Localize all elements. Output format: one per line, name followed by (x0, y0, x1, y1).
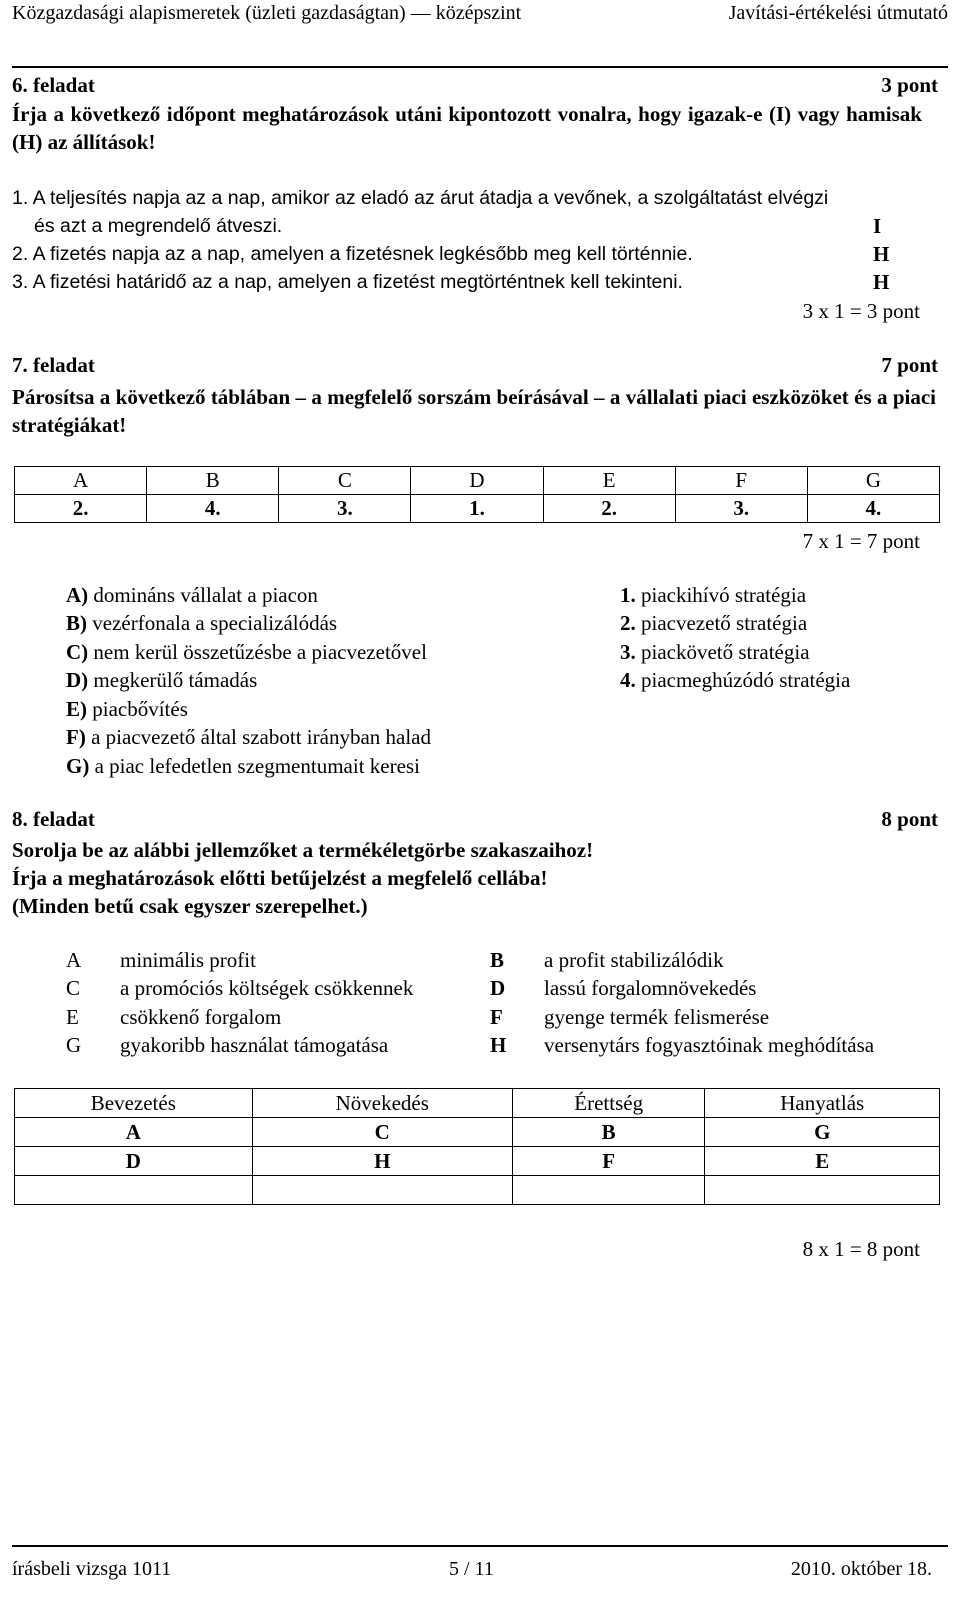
feature-key: C (66, 976, 81, 1001)
task7-left-list (66, 581, 431, 781)
item-text: a piac lefedetlen szegmentumait keresi (94, 753, 420, 778)
list-item (66, 724, 431, 753)
list-item (620, 610, 850, 639)
list-item (66, 1003, 874, 1032)
task6-answer-2: H (873, 242, 890, 266)
list-item (620, 581, 850, 610)
item-key: 4. (620, 668, 636, 693)
task7-points: 7 pont (881, 353, 938, 377)
item-key: A) (66, 582, 89, 607)
table-cell: C (252, 1118, 512, 1147)
stage-header: Érettség (512, 1089, 705, 1118)
item-text: megkerülő támadás (93, 668, 258, 693)
task8-instruction-1: Sorolja be az alábbi jellemzőket a termékéletgörbe szakaszaihoz! (12, 838, 594, 862)
task8-points: 8 pont (881, 807, 938, 831)
task7-col-header: E (543, 467, 675, 495)
item-text: piacvezető stratégia (641, 611, 808, 636)
item-key: D) (66, 668, 89, 693)
item-key: E) (66, 696, 87, 721)
feature-text: minimális profit (120, 947, 256, 972)
item-key: 3. (620, 639, 636, 664)
list-item (66, 581, 431, 610)
list-item (66, 638, 431, 667)
task7-col-header: B (147, 467, 279, 495)
table-row (15, 1118, 940, 1147)
task7-answer-row (15, 495, 940, 523)
table-cell: G (705, 1118, 940, 1147)
task7-answer-table (14, 466, 940, 523)
task7-answer-cell: 1. (411, 495, 543, 523)
task7-header-row (15, 467, 940, 495)
feature-key: H (490, 1033, 507, 1058)
stage-header: Növekedés (252, 1089, 512, 1118)
task8-title: 8. feladat (12, 807, 95, 831)
feature-key: E (66, 1004, 79, 1029)
header-guide: Javítási-értékelési útmutató (728, 2, 948, 24)
table-row (15, 1176, 940, 1205)
task8-instruction-2: Írja a meghatározások előtti betűjelzést a megfelelő cellába! (12, 866, 548, 890)
task6-item-3: 3. A fizetési határidő az a nap, amelyen a fizetést megtörténtnek kell tekinteni. (12, 271, 683, 293)
list-item (66, 946, 874, 975)
task7-answer-cell: 3. (675, 495, 807, 523)
list-item (620, 667, 850, 696)
task7-answer-cell: 2. (15, 495, 147, 523)
task7-answer-cell: 2. (543, 495, 675, 523)
feature-text: lassú forgalomnövekedés (544, 976, 757, 1001)
task7-col-header: G (807, 467, 939, 495)
feature-text: a promóciós költségek csökkennek (120, 976, 414, 1001)
task8-feature-list (66, 946, 874, 1060)
task7-answer-cell: 4. (147, 495, 279, 523)
list-item (66, 610, 431, 639)
item-text: nem kerül összetűzésbe a piacvezetővel (93, 639, 427, 664)
table-cell: E (705, 1147, 940, 1176)
feature-key: G (66, 1033, 82, 1058)
task7-col-header: A (15, 467, 147, 495)
task8-lifecycle-table (14, 1088, 940, 1205)
feature-key: F (490, 1004, 503, 1029)
item-text: vezérfonala a specializálódás (92, 611, 338, 636)
item-key: 2. (620, 611, 636, 636)
task8-instruction-3: (Minden betű csak egyszer szerepelhet.) (12, 894, 368, 918)
item-key: G) (66, 753, 90, 778)
task7-col-header: C (279, 467, 411, 495)
task6-answer-1: I (873, 214, 882, 238)
header-title: Közgazdasági alapismeretek (üzleti gazdaságtan) — középszint (12, 2, 522, 24)
table-row (15, 1147, 940, 1176)
task7-col-header: D (411, 467, 543, 495)
list-item (66, 752, 431, 781)
feature-key: A (66, 947, 82, 972)
task6-item-1-line1: 1. A teljesítés napja az a nap, amikor az eladó az árut átadja a vevőnek, a szolgáltatást elvégzi (12, 187, 829, 209)
feature-text: gyenge termék felismerése (544, 1004, 770, 1029)
item-key: C) (66, 639, 89, 664)
task7-score: 7 x 1 = 7 pont (802, 529, 920, 553)
task6-title: 6. feladat (12, 73, 95, 97)
item-text: piackihívó stratégia (641, 582, 807, 607)
page-header (12, 2, 948, 32)
table-cell: H (252, 1147, 512, 1176)
table-cell: A (15, 1118, 253, 1147)
table-cell (252, 1176, 512, 1205)
footer-rule (12, 1545, 948, 1547)
task7-answer-cell: 4. (807, 495, 939, 523)
list-item (66, 1032, 874, 1061)
task6-item-2: 2. A fizetés napja az a nap, amelyen a fizetésnek legkésőbb meg kell történnie. (12, 243, 693, 265)
table-cell: F (512, 1147, 705, 1176)
task7-title: 7. feladat (12, 353, 95, 377)
feature-key: D (490, 976, 506, 1001)
item-text: piackövető stratégia (641, 639, 810, 664)
item-text: piacbővítés (92, 696, 188, 721)
table-cell (15, 1176, 253, 1205)
list-item (66, 695, 431, 724)
task8-score: 8 x 1 = 8 pont (802, 1237, 920, 1261)
list-item (620, 638, 850, 667)
feature-text: csökkenő forgalom (120, 1004, 282, 1029)
task8-heading (12, 807, 938, 832)
feature-text: a profit stabilizálódik (544, 947, 724, 972)
task6-score: 3 x 1 = 3 pont (802, 299, 920, 323)
task7-instruction: Párosítsa a következő táblában – a megfelelő sorszám beírásával – a vállalati piaci eszközöket és a piaci stratégiákat! (12, 385, 936, 437)
item-key: 1. (620, 582, 636, 607)
task7-answer-cell: 3. (279, 495, 411, 523)
stage-header: Bevezetés (15, 1089, 253, 1118)
list-item (66, 975, 874, 1004)
task6-item-1-line2: és azt a megrendelő átveszi. (34, 215, 283, 237)
stage-header: Hanyatlás (705, 1089, 940, 1118)
table-cell: D (15, 1147, 253, 1176)
task7-col-header: F (675, 467, 807, 495)
footer-date: 2010. október 18. (790, 1558, 932, 1580)
footer-exam: írásbeli vizsga 1011 (12, 1558, 172, 1580)
item-key: B) (66, 611, 87, 636)
task6-heading (12, 73, 938, 98)
task8-header-row (15, 1089, 940, 1118)
table-cell (512, 1176, 705, 1205)
task6-instruction: Írja a következő időpont meghatározások utáni kipontozott vonalra, hogy igazak-e (I) vagy hamisak (H) az állítások! (12, 102, 922, 154)
item-text: piacmeghúzódó stratégia (641, 668, 851, 693)
table-cell: B (512, 1118, 705, 1147)
item-key: F) (66, 725, 86, 750)
task6-answer-3: H (873, 270, 890, 294)
item-text: a piacvezető által szabott irányban halad (91, 725, 431, 750)
footer-page-number: 5 / 11 (449, 1558, 494, 1580)
list-item (66, 667, 431, 696)
task6-item-1 (12, 184, 942, 212)
feature-text: gyakoribb használat támogatása (120, 1033, 389, 1058)
item-text: domináns vállalat a piacon (93, 582, 318, 607)
table-cell (705, 1176, 940, 1205)
feature-key: B (490, 947, 505, 972)
header-rule (12, 66, 948, 68)
task7-right-list (620, 581, 850, 695)
task6-points: 3 pont (881, 73, 938, 97)
task7-heading (12, 353, 938, 378)
feature-text: versenytárs fogyasztóinak meghódítása (544, 1033, 875, 1058)
